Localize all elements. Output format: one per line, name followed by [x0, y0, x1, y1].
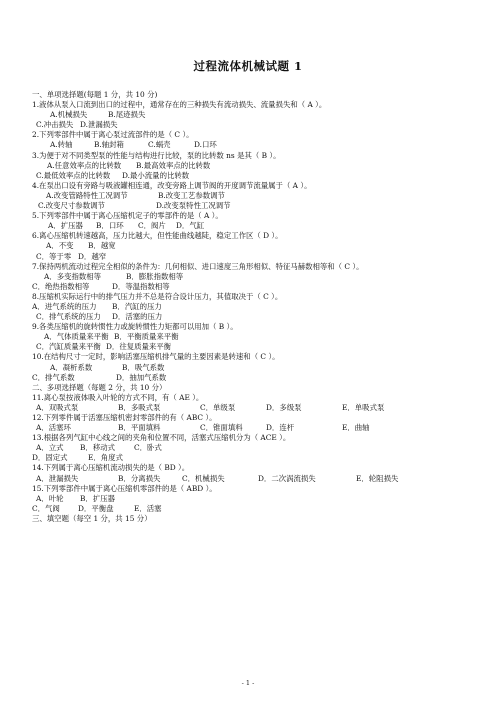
option: D．往复质量来平衡 [106, 342, 172, 352]
option: A．泄漏损失 [36, 473, 79, 483]
options-row [32, 342, 482, 352]
option: E．曲轴 [342, 423, 370, 433]
option: E．单吸式泵 [342, 402, 385, 412]
options-row [32, 302, 482, 312]
options-row [32, 504, 482, 514]
option: D．平衡盘 [78, 503, 114, 513]
document-title: 过程流体机械试题 1 [193, 59, 303, 73]
option: A．多变指数相等 [44, 271, 102, 281]
option: C．排气系统的压力 [36, 312, 101, 322]
option: C.改变尺寸参数调节 [38, 201, 105, 211]
options-row [32, 403, 482, 413]
option: A．凝析系数 [50, 362, 93, 372]
option: B．平面填料 [118, 423, 161, 433]
question-text: 1.液体从泵入口流到出口的过程中，通常存在的三种损失有流动损失、流量损失和（ A ）。 [32, 100, 327, 110]
option: B．膨胀指数相等 [126, 271, 184, 281]
option: C.冲击损失 [36, 120, 74, 130]
question-text: 8.压缩机实际运行中的排气压力并不总是符合设计压力，其值取决于（ C ）。 [32, 291, 283, 301]
options-row [32, 453, 482, 463]
question-text: 3.为便于对不同类型泵的性能与结构进行比较，泵的比转数 ns 是其（ B ）。 [32, 150, 281, 160]
options-row [32, 161, 482, 171]
option: A．不变 [46, 241, 74, 251]
options-row [32, 272, 482, 282]
option: A．扩压器 [48, 221, 83, 231]
option: B．移动式 [80, 443, 115, 453]
options-row [32, 373, 482, 383]
options-row [32, 120, 482, 130]
option: D．多级泵 [266, 402, 302, 412]
option: D.最小流量的比转数 [122, 170, 190, 180]
question-text: 4.在泵出口设有旁路与吸液罐相连通，改变旁路上调节阀的开度调节流量属于（ A ）。 [32, 180, 312, 190]
option: C．锥面填料 [200, 423, 243, 433]
option: A．活塞环 [36, 423, 71, 433]
section-heading: 二、多项选择题（每题 2 分，共 10 分） [32, 382, 167, 392]
option: C．排气系数 [32, 372, 75, 382]
options-row [32, 443, 482, 453]
option: D．气缸 [176, 221, 205, 231]
question-text: 12.下列零件属于活塞压缩机密封零部件的有（ ABC ）。 [32, 413, 217, 422]
option: D.口环 [194, 140, 217, 150]
question-text: 14.下列属于离心压缩机流动损失的是（ BD ）。 [32, 463, 190, 473]
option: A.任意效率点的比转数 [47, 160, 122, 170]
option: E．角度式 [88, 453, 123, 463]
section-heading: 三、填空题（每空 1 分，共 15 分） [32, 513, 152, 523]
options-row [32, 110, 482, 120]
option: A.改变管路特性工况调节 [46, 190, 128, 200]
options-row [32, 140, 482, 150]
question-text: 6.离心压缩机转速越高，压力比越大，但性能曲线越陡，稳定工作区（ D ）。 [32, 231, 283, 241]
page-number: - 1 - [241, 679, 255, 687]
question-text: 15.下列零部件中属于离心压缩机零部件的是（ ABD ）。 [32, 483, 217, 493]
section-heading: 一、单项选择题(每题 1 分，共 10 分) [32, 90, 158, 99]
option: B.最高效率点的比转数 [136, 160, 211, 170]
option: B．越宽 [88, 241, 116, 251]
option: A．立式 [36, 443, 64, 453]
option: A．进气系统的压力 [32, 301, 97, 311]
options-row [32, 474, 482, 484]
option: A．双吸式泵 [36, 402, 79, 412]
option: A．叶轮 [36, 493, 64, 503]
options-row [32, 332, 482, 342]
option: B．扩压器 [80, 493, 115, 503]
option: D．越窄 [78, 251, 107, 261]
option: C．绝热指数相等 [32, 281, 90, 291]
option: C．卧式 [134, 443, 162, 453]
option: C．机械损失 [182, 473, 225, 483]
option: D．活塞的压力 [112, 312, 163, 322]
option: A.转轴 [50, 140, 73, 150]
option: C．气阀 [32, 503, 60, 513]
options-row [32, 312, 482, 322]
exam-content [32, 90, 482, 524]
options-row [32, 252, 482, 262]
option: B．口环 [96, 221, 124, 231]
option: B．吸气系数 [122, 362, 165, 372]
option: D．抽加气系数 [116, 372, 167, 382]
option: C．汽缸质量来平衡 [36, 342, 101, 352]
question-text: 7.保持两机流动过程完全相似的条件为：几何相似、进口速度三角形相似、特征马赫数相等和（ C ）。 [32, 261, 364, 271]
option: A．气体质量来平衡 [44, 332, 109, 342]
option: B．汽缸的压力 [112, 301, 162, 311]
option: A.机械损失 [50, 110, 88, 120]
option: B．平衡质量来平衡 [114, 332, 179, 342]
option: D．二次涡流损失 [258, 473, 316, 483]
option: E．轮阻损失 [356, 473, 399, 483]
option: C.最低效率点的比转数 [36, 170, 111, 180]
options-row [32, 494, 482, 504]
question-text: 5.下列零部件中属于离心压缩机定子的零部件的是（ A ）。 [32, 211, 223, 221]
option: D.改变泵特性工况调节 [156, 201, 231, 211]
option: D．固定式 [32, 453, 68, 463]
option: C．等于零 [36, 251, 72, 261]
options-row [32, 363, 482, 373]
option: B．多吸式泵 [118, 402, 161, 412]
options-row [32, 201, 482, 211]
question-text: 13.根据各列气缸中心线之间的夹角和位置不同，活塞式压缩机分为（ ACE ）。 [32, 433, 291, 443]
option: C．阀片 [138, 221, 166, 231]
options-row [32, 241, 482, 251]
option: B.改变工艺参数调节 [158, 190, 225, 200]
question-text: 2.下列零部件中属于离心泵过流部件的是（ C ）。 [32, 130, 194, 140]
option: D．连杆 [266, 423, 295, 433]
option: C.蜗壳 [148, 140, 171, 150]
question-text: 10.在结构尺寸一定时，影响活塞压缩机排气量的主要因素是转速和（ C ）。 [32, 352, 280, 362]
options-row [32, 221, 482, 231]
option: B．分离损失 [118, 473, 161, 483]
question-text: 11.离心泵按液体吸入叶轮的方式不同，有（ AE ）。 [32, 392, 204, 402]
option: D．等温指数相等 [112, 281, 170, 291]
question-text: 9.各类压缩机的旋转惯性力或旋转惯性力矩都可以用加（ B ）。 [32, 322, 238, 332]
option: E．活塞 [134, 503, 162, 513]
options-row [32, 423, 482, 433]
options-row [32, 282, 482, 292]
option: D.泄漏损失 [80, 120, 118, 130]
options-row [32, 191, 482, 201]
option: B.轴封箱 [94, 140, 124, 150]
option: B.尾迹损失 [108, 110, 146, 120]
options-row [32, 171, 482, 181]
option: C．单级泵 [200, 402, 236, 412]
